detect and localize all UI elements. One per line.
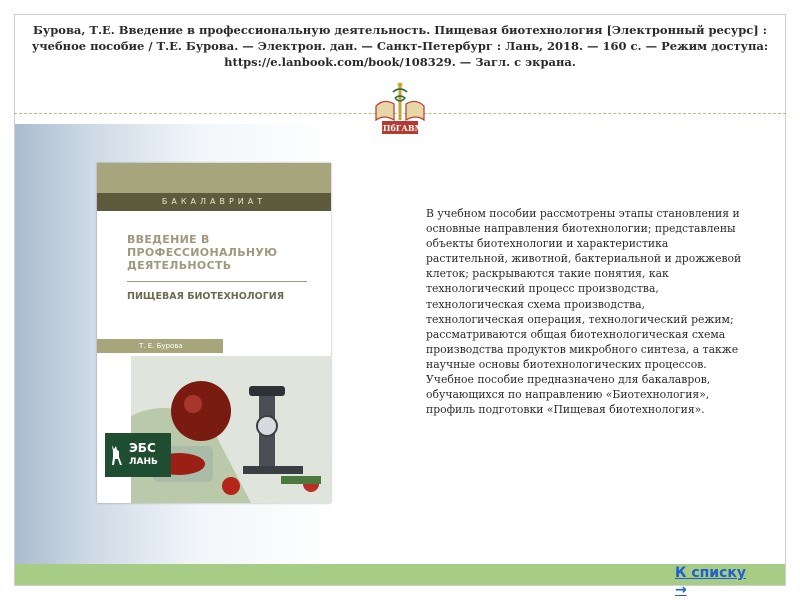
book-title: ВВЕДЕНИЕ В ПРОФЕССИОНАЛЬНУЮ ДЕЯТЕЛЬНОСТЬ [127, 233, 278, 272]
emblem-label: СПбГАВМ [376, 123, 424, 133]
book-subtitle: ПИЩЕВАЯ БИОТЕХНОЛОГИЯ [127, 291, 285, 302]
university-emblem-icon [370, 80, 430, 138]
back-to-list-link[interactable]: К списку → [675, 565, 747, 598]
book-cover-photo [131, 356, 331, 503]
book-title-rule [127, 281, 307, 282]
book-series: БАКАЛАВРИАТ [97, 193, 331, 211]
deer-icon [109, 443, 125, 467]
ebs-label: ЭБС [129, 441, 156, 455]
ebs-lan-badge [105, 433, 171, 477]
lan-label: ЛАНЬ [129, 457, 158, 467]
bottom-bar [15, 564, 785, 585]
book-cover [97, 163, 331, 503]
citation-text: Бурова, Т.Е. Введение в профессиональную деятельность. Пищевая биотехнология [Электронный ресурс] : учебное пособие / Т.Е. Бурова. — Электрон. дан. — Санкт-Петербург : Лань, 2018. — 160 с. — Режим доступа: https://e.lanbook.com/book/108329. — Загл. с экрана. [31, 23, 769, 69]
book-cover-top-band [97, 163, 331, 193]
book-description: В учебном пособии рассмотрены этапы становления и основные направления биотехнологии; представлены объекты биотехнологии и характеристика растительной, животной, бактериальной и дрожжевой клеток; раскрываются такие понятия, как технологический процесс производства, технологическая схема производства, технологическая операция, технологический режим; рассматриваются общая биотехнологическая схема производства продуктов микробного синтеза, а также научные основы биотехнологических процессов. Учебное пособие предназначено для бакалавров, обучающихся по направлению «Биотехнология», профиль подготовки «Пищевая биотехнология». [426, 207, 742, 417]
book-author: Т. Е. Бурова [97, 339, 223, 353]
